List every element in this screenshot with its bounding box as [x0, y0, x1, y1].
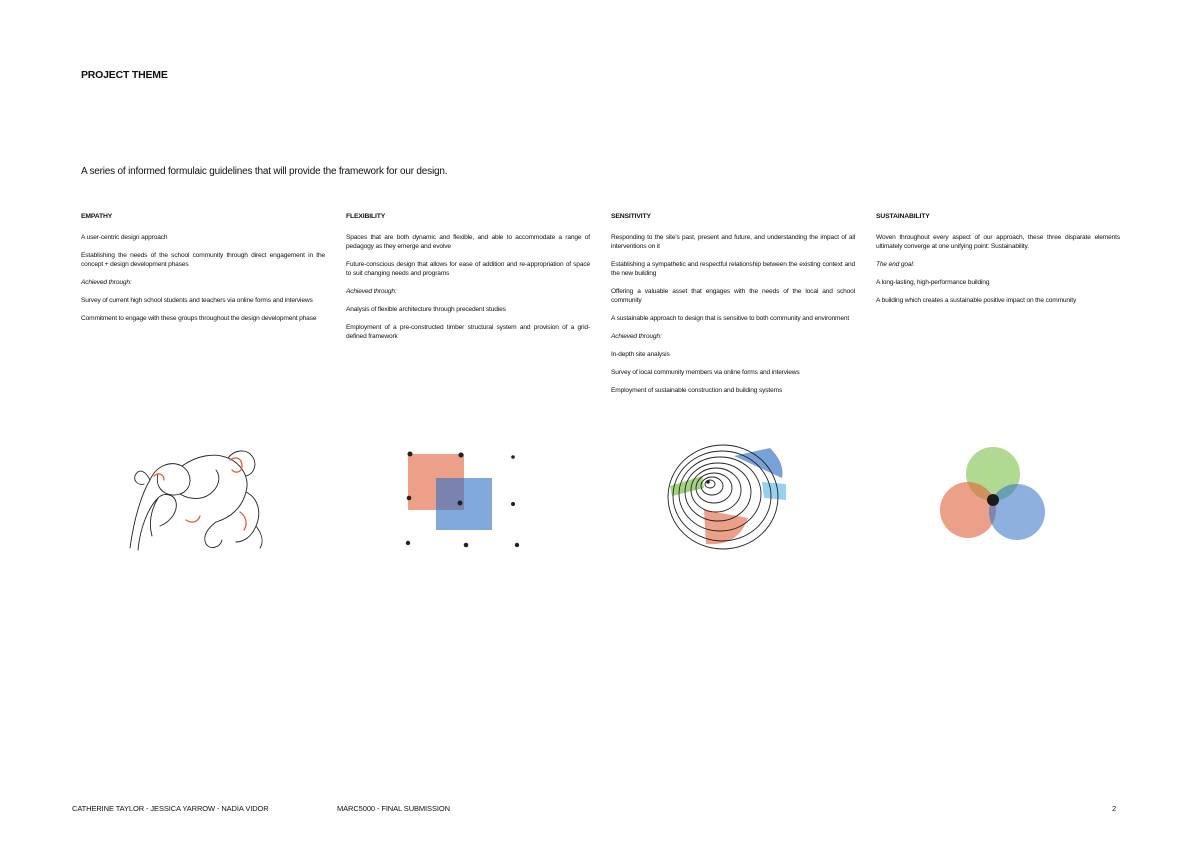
- column-text: A building which creates a sustainable positive impact on the community: [876, 297, 1077, 304]
- column-empathy: [81, 212, 325, 332]
- page-subtitle: A series of informed formulaic guidelines that will provide the framework for our design.: [81, 166, 448, 177]
- column-text: Achieved through:: [81, 279, 132, 286]
- column-text: Commitment to engage with these groups throughout the design development phase: [81, 315, 317, 322]
- column-text: Woven throughout every aspect of our approach, these three disparate elements ultimately converge at one unifying point: Sustainability.: [876, 234, 1120, 250]
- column-text: Offering a valuable asset that engages with the needs of the local and school community: [611, 288, 855, 304]
- page-number: 2: [1112, 804, 1117, 813]
- column-text: Spaces that are both dynamic and flexible, and able to accommodate a range of pedagogy as they emerge and evolve: [346, 234, 590, 250]
- column-text: Responding to the site's past, present and future, and understanding the impact of all interventions on it: [611, 234, 855, 250]
- flexibility-sketch-icon: [400, 438, 530, 553]
- column-heading: EMPATHY: [81, 213, 113, 220]
- column-text: Future-conscious design that allows for ease of addition and re-appropriation of space to suit changing needs and programs: [346, 261, 590, 277]
- footer-course: MARC5000 - FINAL SUBMISSION: [337, 804, 450, 813]
- column-heading: SENSITIVITY: [611, 213, 651, 220]
- column-heading: SUSTAINABILITY: [876, 213, 930, 220]
- sustainability-sketch-icon: [935, 438, 1055, 548]
- column-text: In-depth site analysis: [611, 351, 670, 358]
- column-text: Survey of current high school students and teachers via online forms and interviews: [81, 297, 313, 304]
- column-text: Employment of sustainable construction and building systems: [611, 387, 783, 394]
- column-sensitivity: [611, 212, 855, 404]
- column-text: Survey of local community members via online forms and interviews: [611, 369, 800, 376]
- sensitivity-sketch-icon: [662, 438, 788, 556]
- column-text: Achieved through:: [611, 333, 662, 340]
- column-text: Employment of a pre-constructed timber structural system and provision of a grid-defined framework: [346, 324, 590, 340]
- column-text: Achieved through:: [346, 288, 397, 295]
- column-flexibility: [346, 212, 590, 350]
- column-heading: FLEXIBILITY: [346, 213, 386, 220]
- page-title: PROJECT THEME: [81, 69, 168, 81]
- column-sustainability: [876, 212, 1120, 314]
- column-text: A user-centric design approach: [81, 234, 168, 241]
- column-text: Establishing a sympathetic and respectful relationship between the existing context and the new building: [611, 261, 855, 277]
- empathy-sketch-icon: [110, 438, 280, 558]
- column-text: Analysis of flexible architecture through precedent studies: [346, 306, 506, 313]
- column-text: A long-lasting, high-performance building: [876, 279, 990, 286]
- column-text: The end goal:: [876, 261, 915, 268]
- footer-authors: CATHERINE TAYLOR - JESSICA YARROW - NADIA VIDOR: [72, 804, 269, 813]
- column-text: A sustainable approach to design that is sensitive to both community and environment: [611, 315, 850, 322]
- column-text: Establishing the needs of the school community through direct engagement in the concept + design development phases: [81, 252, 325, 268]
